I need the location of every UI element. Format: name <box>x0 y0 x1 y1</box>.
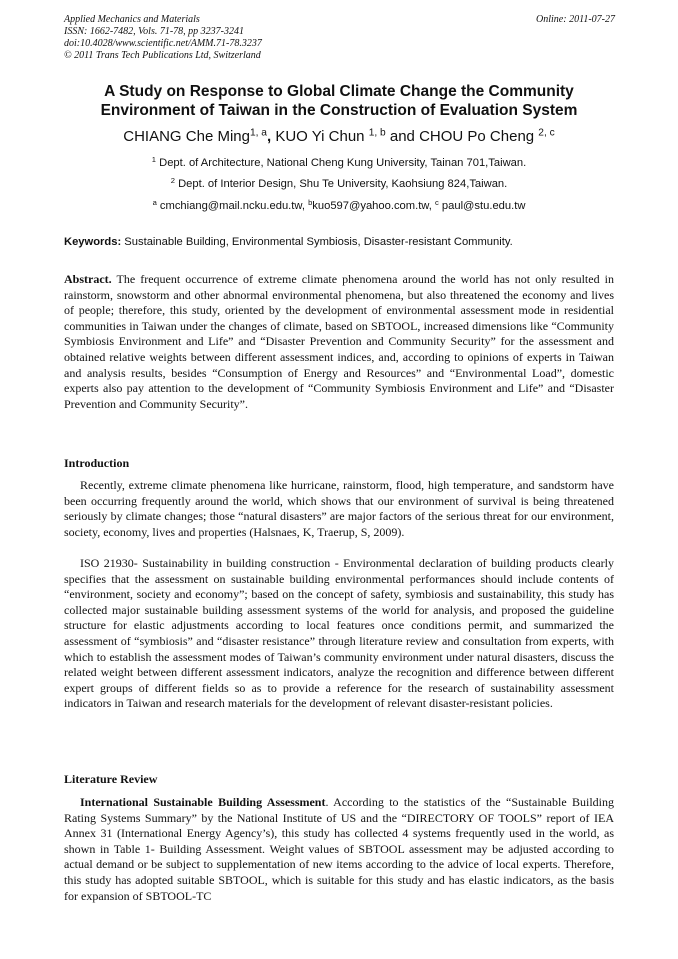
abstract-text: The frequent occurrence of extreme climate phenomena around the world has not only resulted in rainstorm, snowstorm and other abnormal environmental phenomena, but also threatened the economy and lives of people; therefore, this study, oriented by the development of environmental assessment mode in residential communities in Taiwan under the changes of climate, based on SBTOOL, increased dimensions like “Community Symbiosis Environment and Life” and “Disaster Prevention and Community Security” for the assessment and obtained relative weights between different assessment indices, and, according to opinions of experts in Taiwan and analysis results, besides “Consumption of Energy and Resources” and “Environmental Load”, domestic experts also pay attention to the development of “Community Symbiosis Environment and Life” and “Disaster Prevention and Community Security”. <box>64 272 614 411</box>
section-heading-introduction: Introduction <box>64 456 130 470</box>
affiliation <box>64 154 614 169</box>
author-sup: 1, a <box>249 127 267 139</box>
journal-header <box>64 14 262 62</box>
issn-line: ISSN: 1662-7482, Vols. 71-78, pp 3237-3241 <box>64 26 244 37</box>
literature-text: . According to the statistics of the “Sustainable Building Rating Systems Summary” by the National Institute of US and the “DIRECTORY OF TOOLS” report of IEA Annex 31 (International Energy Agency’s), this study has collected 4 systems frequently used in the world, as shown in Table 1- Building Assessment. Weight values of SBTOOL assessment may be adjusted according to actual demand or be subject to supplementation of new items according to the advice of local experts. Therefore, this study has adopted suitable SBTOOL, which is suitable for this study and has elastic indicators, as the basis for expansion of SBTOOL-TC <box>64 795 615 903</box>
author-sup: 1, b <box>368 127 386 139</box>
email-sup: a <box>152 197 157 207</box>
author-name: CHIANG Che Ming <box>123 128 250 145</box>
affiliation <box>64 175 614 190</box>
intro-paragraph-1: Recently, extreme climate phenomena like hurricane, rainstorm, flood, high temperature, and sandstorm have been occurring frequently around the world, which shows that our environment of survival is being threatened seriously by climate changes; those “natural disasters” are major factors of the serious threat for our environment, society, economy, lives and properties (Halsnaes, K, Traerup, S, 2009). <box>64 478 614 539</box>
author-list <box>64 128 614 145</box>
literature-subheading: International Sustainable Building Assessment <box>80 795 326 809</box>
keywords <box>64 236 614 248</box>
section-heading-literature-review: Literature Review <box>64 772 158 786</box>
keywords-label: Keywords: <box>64 236 122 248</box>
online-date: Online: 2011-07-27 <box>536 14 615 25</box>
affiliation-sup: 1 <box>151 154 156 164</box>
affiliation-sup: 2 <box>170 175 175 185</box>
email-link[interactable]: cmchiang@mail.ncku.edu.tw, <box>156 200 309 212</box>
affiliation-text: Dept. of Architecture, National Cheng Kung University, Tainan 701,Taiwan. <box>156 157 527 169</box>
author-name: KUO Yi Chun <box>275 128 369 145</box>
affiliation-text: Dept. of Interior Design, Shu Te University, Kaohsiung 824,Taiwan. <box>174 178 508 190</box>
author-separator: , <box>266 128 276 145</box>
email-sup: c <box>434 197 439 207</box>
doi-line[interactable]: doi:10.4028/www.scientific.net/AMM.71-78.3237 <box>64 38 262 49</box>
abstract-label: Abstract. <box>64 272 112 286</box>
email-link[interactable]: paul@stu.edu.tw <box>438 200 526 212</box>
author-name: CHOU Po Cheng <box>419 128 539 145</box>
author-separator: and <box>385 128 420 145</box>
paper-title <box>64 82 614 120</box>
email-list <box>64 197 614 212</box>
copyright-line: © 2011 Trans Tech Publications Ltd, Switzerland <box>64 50 261 61</box>
title-line-1: A Study on Response to Global Climate Change the Community <box>104 83 574 100</box>
email-link[interactable]: kuo597@yahoo.com.tw, <box>312 200 435 212</box>
abstract <box>64 272 614 412</box>
intro-paragraph-2: ISO 21930- Sustainability in building construction - Environmental declaration of building products clearly specifies that the assessment on sustainable building environmental performances should include contents of “environment, society and economy”; based on the concept of safety, symbiosis and sustainability, this study has collected major sustainable building assessment systems of the world for analysis, and proposed the guideline structure for elastic adjustments according to local features once conditions permit, and summarized the assessment of “symbiosis” and “disaster resistance” through literature review and consultation from experts, with which to establish the assessment modes of Taiwan’s community environment under natural disasters, discuss the related weight between different assessment indicators, analyze the recognition and difference between different expert groups of different fields so as to provide a reference for the research of sustainability assessment indicators in Taiwan and research materials for the development of relevant disaster-resistant policies. <box>64 556 614 711</box>
journal-name: Applied Mechanics and Materials <box>64 14 200 25</box>
author-sup: 2, c <box>538 127 555 139</box>
title-line-2: Environment of Taiwan in the Construction of Evaluation System <box>100 102 578 119</box>
keywords-text: Sustainable Building, Environmental Symbiosis, Disaster-resistant Community. <box>121 236 513 248</box>
literature-paragraph <box>64 795 614 904</box>
email-sup: b <box>308 197 313 207</box>
